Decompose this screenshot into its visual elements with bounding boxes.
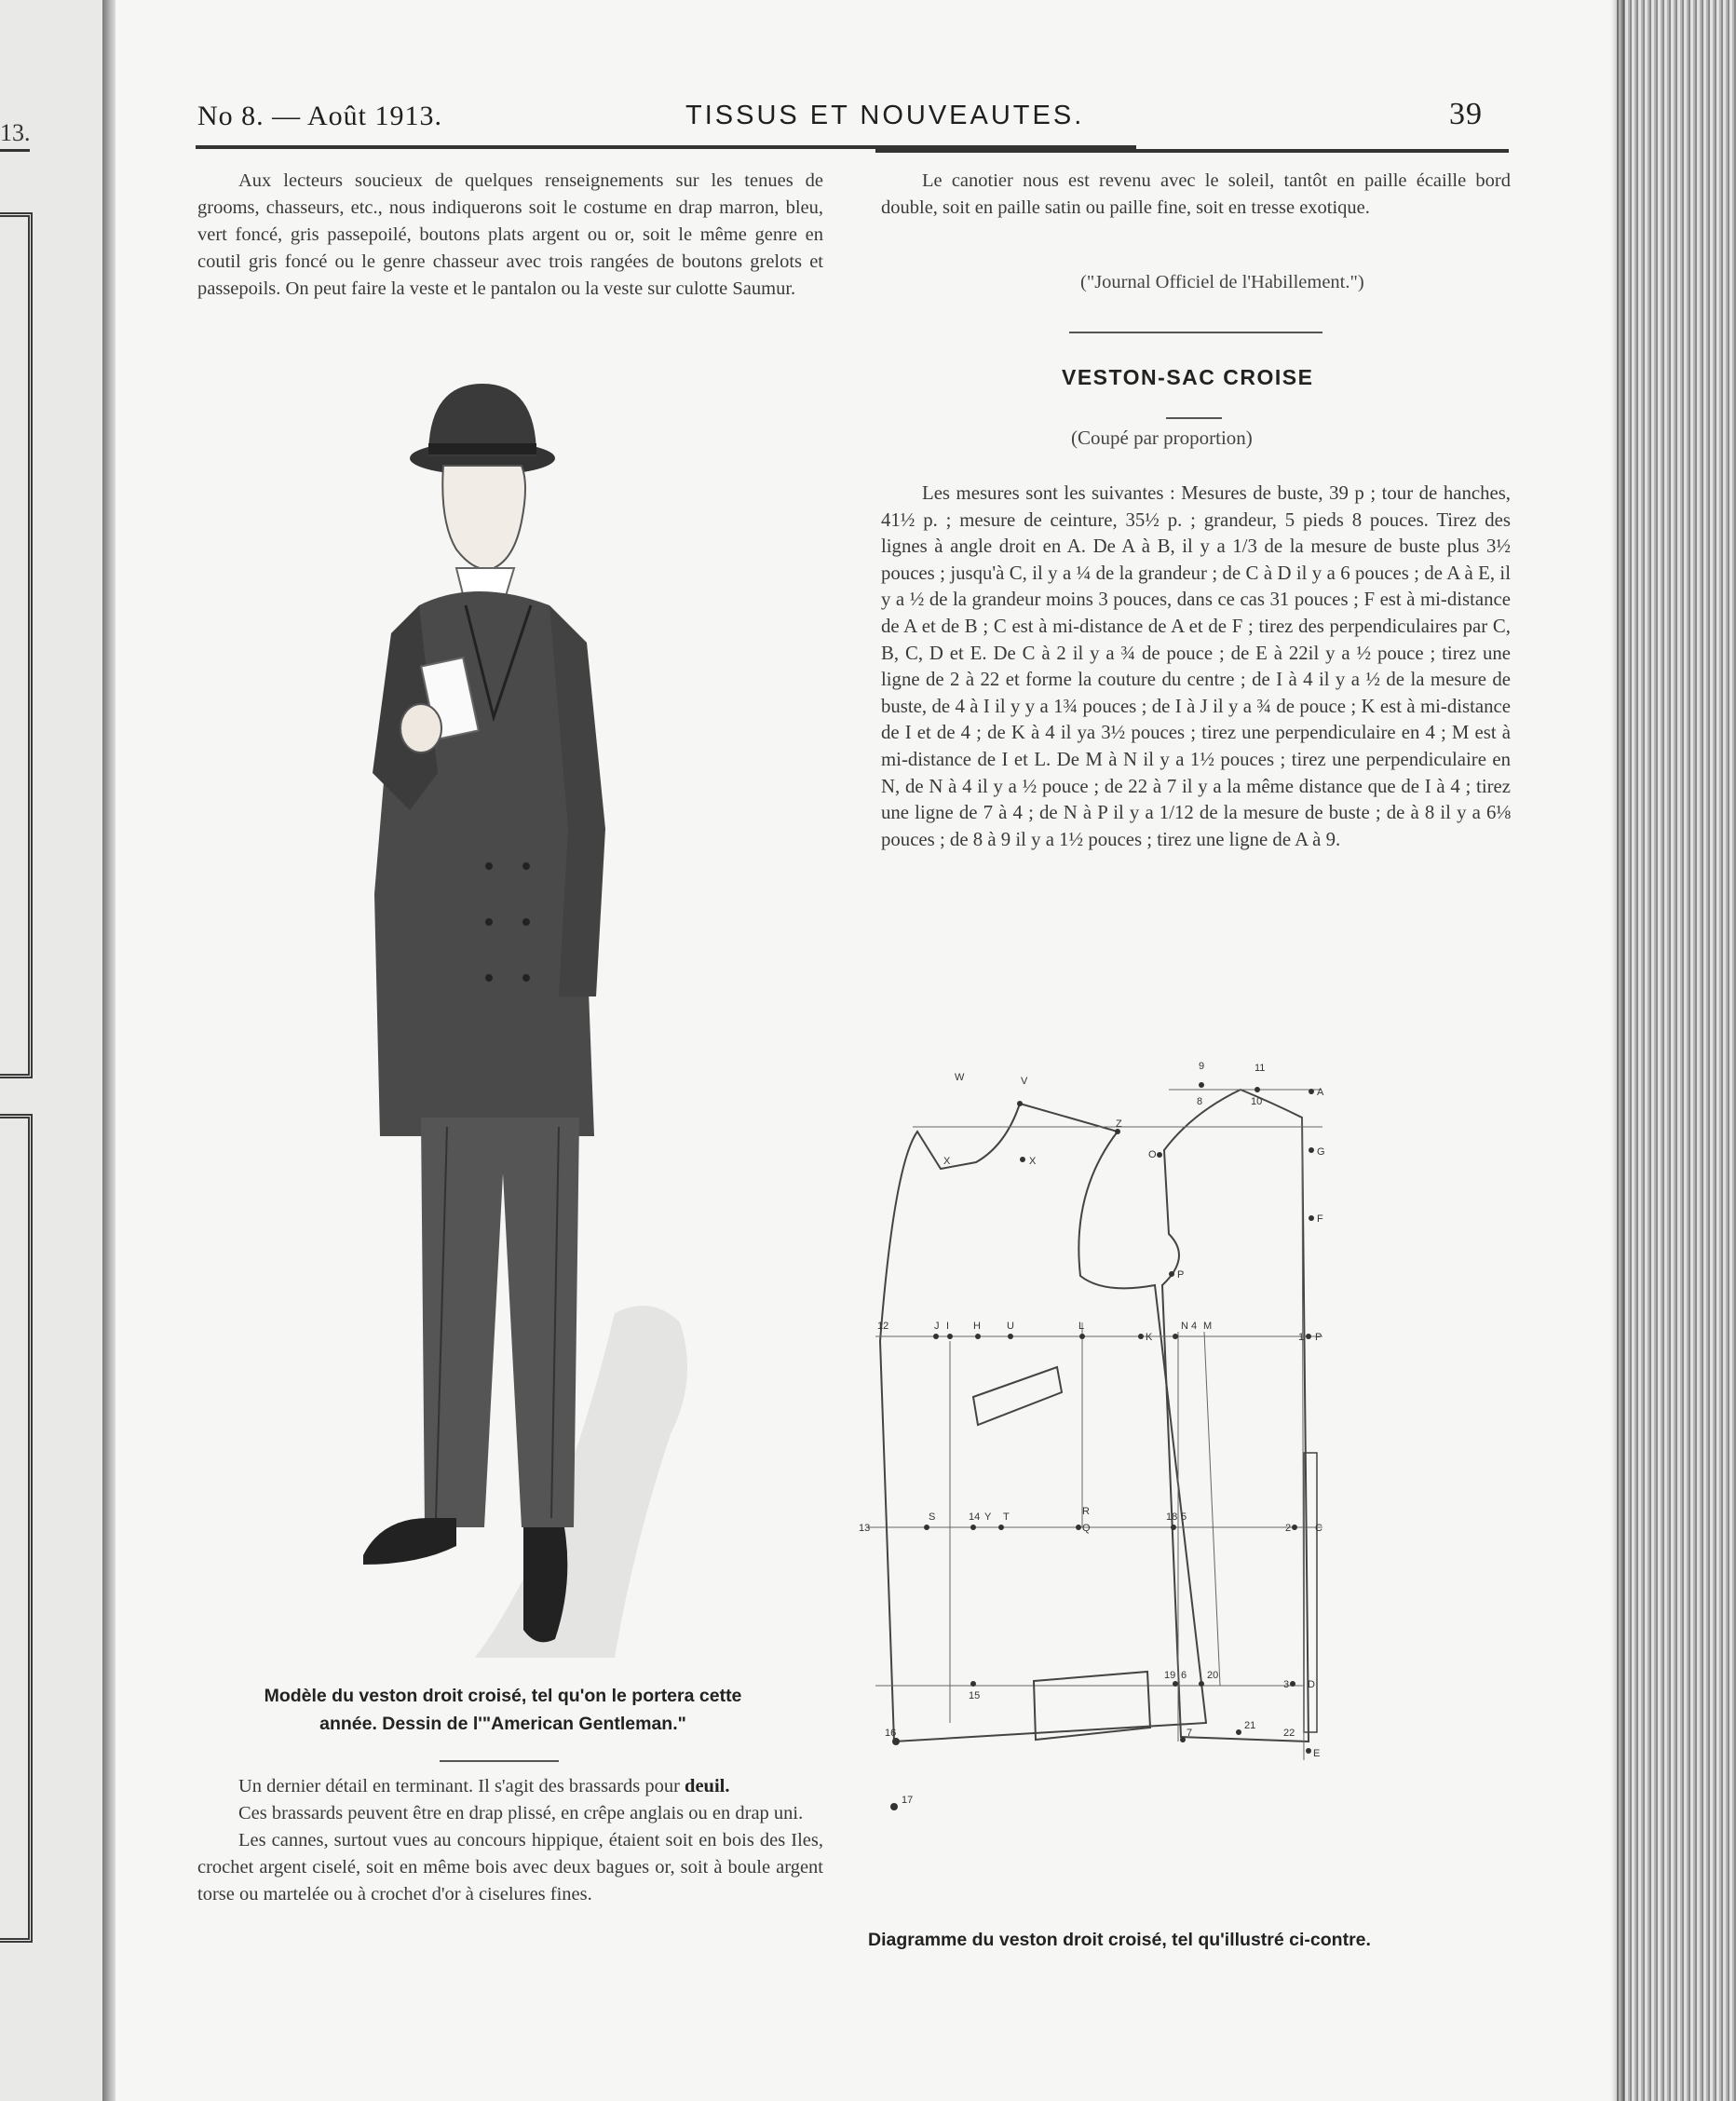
label-W: W (955, 1072, 965, 1083)
label-8: 8 (1197, 1096, 1203, 1107)
pattern-points (890, 1082, 1314, 1810)
label-G: G (1317, 1146, 1325, 1158)
pattern-outline (880, 1090, 1317, 1742)
trousers (421, 1118, 579, 1527)
label-16: 16 (885, 1728, 897, 1739)
canotier-text: Le canotier nous est revenu avec le soleil, tantôt en paille écaille bord double, soit en paille satin ou paille fine, soit en tresse exotique. (881, 170, 1511, 218)
outro-p1-text: Un dernier détail en terminant. Il s'agit des brassards pour (238, 1776, 685, 1796)
label-E: E (1313, 1748, 1321, 1759)
page-stack-edge (1617, 0, 1736, 2101)
label-X1: X (943, 1156, 951, 1167)
left-page-number: 13. (0, 119, 31, 146)
label-10: 10 (1251, 1096, 1263, 1107)
label-18: 18 (1166, 1511, 1178, 1523)
header-title: TISSUS ET NOUVEAUTES. (685, 101, 1085, 130)
label-1: 1 (1298, 1332, 1305, 1343)
label-Y: Y (984, 1511, 992, 1523)
label-F: F (1317, 1213, 1323, 1225)
header-rule-right (875, 149, 1509, 153)
label-J: J (934, 1321, 940, 1332)
diagram-caption: Diagramme du veston droit croisé, tel qu'illustré ci-contre. (868, 1930, 1371, 1950)
caption-rule (440, 1760, 559, 1762)
label-R: R (1082, 1506, 1090, 1517)
header-page-number: 39 (1449, 97, 1483, 131)
measures-paragraph (881, 481, 1511, 853)
label-17: 17 (902, 1795, 914, 1806)
outro-p1 (197, 1773, 823, 1800)
label-7: 7 (1187, 1728, 1193, 1739)
label-P2: P (1315, 1332, 1322, 1343)
label-I: I (946, 1321, 950, 1332)
label-K: K (1146, 1332, 1153, 1343)
label-5: 5 (1181, 1511, 1187, 1523)
bowler-hat-icon (410, 384, 555, 475)
label-21: 21 (1244, 1720, 1256, 1731)
left-page-frame-top (0, 212, 33, 1078)
label-X2: X (1029, 1156, 1037, 1167)
source-citation: ("Journal Officiel de l'Habillement.") (1080, 272, 1364, 292)
pattern-construction-lines (866, 1090, 1322, 1760)
page-stack-shadow (1611, 0, 1624, 2101)
label-N4: N 4 (1181, 1321, 1198, 1332)
label-12: 12 (877, 1321, 889, 1332)
header-issue: No 8. — Août 1913. (197, 101, 443, 131)
label-S: S (929, 1511, 936, 1523)
label-14: 14 (969, 1511, 981, 1523)
suit-jacket (373, 591, 605, 1136)
left-page-frame-bottom (0, 1114, 33, 1943)
figure-caption-line1: Modèle du veston droit croisé, tel qu'on le portera cette (264, 1686, 742, 1706)
label-13: 13 (859, 1523, 871, 1534)
book-gutter (102, 0, 115, 2101)
pocket-icons (973, 1367, 1150, 1740)
label-U: U (1007, 1321, 1014, 1332)
label-C: C (1315, 1523, 1322, 1534)
intro-text: Aux lecteurs soucieux de quelques renseignements sur les tenues de grooms, chasseurs, etc., nous indiquerons soit le costume en drap marron, bleu, vert foncé, gris passepoilé, boutons plats argent ou or, soit le même genre en coutil gris foncé ou le genre chasseur avec trois rangées de boutons grelots et passepoils. On peut faire la veste et le pantalon ou la veste sur culotte Saumur. (197, 170, 823, 299)
label-H: H (973, 1321, 981, 1332)
label-2: 2 (1285, 1523, 1292, 1534)
label-15: 15 (969, 1690, 981, 1701)
label-M: M (1203, 1321, 1213, 1332)
label-9: 9 (1199, 1061, 1205, 1072)
label-L: L (1078, 1321, 1085, 1332)
label-3: 3 (1283, 1679, 1290, 1690)
label-20: 20 (1207, 1670, 1219, 1681)
pattern-diagram (838, 1015, 1509, 1937)
intro-paragraph (197, 168, 823, 303)
canotier-paragraph (881, 168, 1511, 222)
section-title: VESTON-SAC CROISE (1062, 365, 1314, 389)
section-rule (1069, 332, 1322, 333)
label-19: 19 (1164, 1670, 1176, 1681)
label-Z: Z (1116, 1118, 1122, 1130)
outro-p1-bold: deuil. (685, 1776, 730, 1796)
label-22: 22 (1283, 1728, 1295, 1739)
label-11: 11 (1255, 1063, 1266, 1074)
label-A: A (1317, 1087, 1324, 1098)
section-subtitle: (Coupé par proportion) (1071, 427, 1253, 449)
label-V: V (1021, 1076, 1028, 1087)
figure-caption (186, 1682, 820, 1738)
shoes-icon (363, 1518, 567, 1642)
outro-paragraphs (197, 1773, 823, 1908)
measures-text: Les mesures sont les suivantes : Mesures de buste, 39 p ; tour de hanches, 41½ p. ; mesure de ceinture, 35½ p. ; grandeur, 5 pieds 8 pouces. Tirez des lignes à angle droit en A. De A à B, il y a 1/3 de la mesure de buste plus 3½ pouces ; jusqu'à C, il y a ¼ de la grandeur ; de C à D il y a 6 pouces ; de A à E, il y a ½ de la grandeur moins 3 pouces, dans ce cas 31 pouces ; F est à mi-distance de A et de B ; C est à mi-distance de A et de F ; tirez des perpendiculaires par C, B, C, D et E. De C à 2 il y a ¾ de pouce ; de E à 22il y a ½ pouce ; tirez une ligne de 2 à 22 et forme la couture du centre ; de I à 4 il y a ½ de la mesure de buste, de 4 à I il y y a 1¾ pouces ; de I à J il y a ¾ de pouce ; K est à mi-distance de I et de 4 ; de K à 4 il ya 3½ pouces ; tirez une perpendiculaire en 4 ; M est à mi-distance de I et L. De M à N il y a 1½ pouces ; tirez une perpendiculaire en N, de N à 4 il y a ½ pouce ; de 22 à 7 il y a la même distance que de I à 4 ; tirez une ligne de 7 à 4 ; de N à P il y a 1/12 de la mesure de buste ; de à 8 il y a 6⅛ pouces ; de 8 à 9 il y a 1½ pouces ; tirez une ligne de A à 9. (881, 482, 1511, 850)
title-rule (1166, 417, 1222, 419)
label-6: 6 (1181, 1670, 1187, 1681)
label-T: T (1003, 1511, 1010, 1523)
outro-p2: Ces brassards peuvent être en drap plissé, en crêpe anglais ou en drap uni. (238, 1803, 804, 1823)
left-page-rule (0, 149, 30, 152)
outro-p3: Les cannes, surtout vues au concours hippique, étaient soit en bois des Iles, crochet argent ciselé, soit en même bois avec deux bagues or, soit à boule argent torse ou martelée ou à crochet d'or à ciselures fines. (197, 1830, 823, 1904)
label-Q: Q (1082, 1523, 1091, 1534)
figure-head (442, 466, 525, 605)
label-D: D (1308, 1679, 1315, 1690)
figure-shadow (475, 1306, 687, 1658)
label-O: O (1148, 1149, 1157, 1160)
figure-caption-line2: année. Dessin de l'"American Gentleman." (319, 1714, 686, 1734)
label-P1: P (1177, 1269, 1185, 1281)
pattern-point-labels (859, 1061, 1325, 1806)
fashion-illustration (317, 382, 708, 1667)
